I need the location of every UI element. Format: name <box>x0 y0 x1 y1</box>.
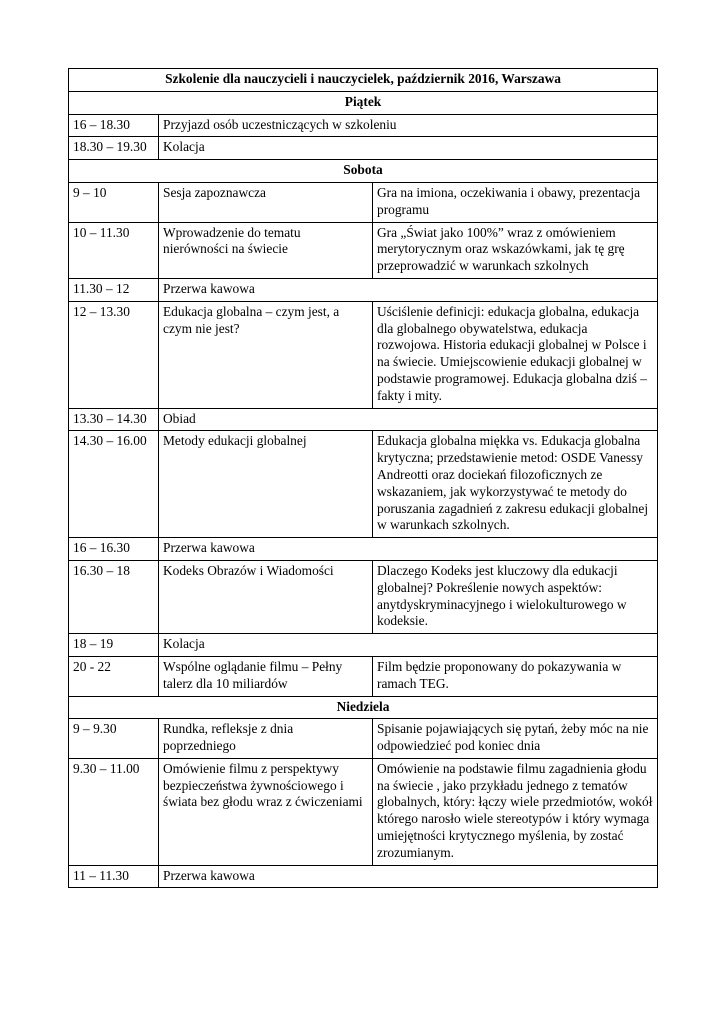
time-cell: 9 – 10 <box>69 182 159 222</box>
topic-cell: Przyjazd osób uczestniczących w szkoleniu <box>159 114 658 137</box>
document-page <box>68 68 657 888</box>
time-cell: 16 – 16.30 <box>69 538 159 561</box>
topic-cell: Sesja zapoznawcza <box>159 182 373 222</box>
topic-cell: Przerwa kawowa <box>159 278 658 301</box>
description-cell: Dlaczego Kodeks jest kluczowy dla edukacji globalnej? Pokreślenie nowych aspektów: anytdyskryminacyjnego i wielokulturowego w kodeksie. <box>373 560 658 633</box>
day-heading: Piątek <box>69 91 658 114</box>
description-cell: Gra „Świat jako 100%” wraz z omówieniem merytorycznym oraz wskazówkami, jak tę grę przeprowadzić w warunkach szkolnych <box>373 222 658 278</box>
topic-cell: Kodeks Obrazów i Wiadomości <box>159 560 373 633</box>
time-cell: 10 – 11.30 <box>69 222 159 278</box>
time-cell: 9.30 – 11.00 <box>69 758 159 865</box>
topic-cell: Edukacja globalna – czym jest, a czym nie jest? <box>159 301 373 408</box>
schedule-row <box>69 114 658 137</box>
schedule-row <box>69 301 658 408</box>
schedule-row <box>69 137 658 160</box>
document-title: Szkolenie dla nauczycieli i nauczycielek, październik 2016, Warszawa <box>69 69 658 92</box>
day-heading: Niedziela <box>69 696 658 719</box>
topic-cell: Kolacja <box>159 634 658 657</box>
time-cell: 9 – 9.30 <box>69 719 159 759</box>
time-cell: 14.30 – 16.00 <box>69 431 159 538</box>
schedule-row <box>69 182 658 222</box>
schedule-row <box>69 222 658 278</box>
time-cell: 11.30 – 12 <box>69 278 159 301</box>
schedule-table <box>68 68 658 888</box>
schedule-row <box>69 719 658 759</box>
topic-cell: Obiad <box>159 408 658 431</box>
topic-cell: Wspólne oglądanie filmu – Pełny talerz dla 10 miliardów <box>159 656 373 696</box>
day-heading: Sobota <box>69 160 658 183</box>
schedule-row <box>69 634 658 657</box>
schedule-row <box>69 758 658 865</box>
topic-cell: Omówienie filmu z perspektywy bezpieczeństwa żywnościowego i świata bez głodu wraz z ćwiczeniami <box>159 758 373 865</box>
day-header-row <box>69 696 658 719</box>
day-header-row <box>69 91 658 114</box>
schedule-row <box>69 431 658 538</box>
title-row <box>69 69 658 92</box>
time-cell: 13.30 – 14.30 <box>69 408 159 431</box>
schedule-row <box>69 538 658 561</box>
time-cell: 16.30 – 18 <box>69 560 159 633</box>
day-header-row <box>69 160 658 183</box>
description-cell: Edukacja globalna miękka vs. Edukacja globalna krytyczna; przedstawienie metod: OSDE Vanessy Andreotti oraz dociekań filozoficznych ze wskazaniem, jak wykorzystywać te metody do poruszania zagadnień z zakresu edukacji globalnej w warunkach szkolnych. <box>373 431 658 538</box>
time-cell: 11 – 11.30 <box>69 865 159 888</box>
time-cell: 20 - 22 <box>69 656 159 696</box>
time-cell: 18.30 – 19.30 <box>69 137 159 160</box>
schedule-row <box>69 278 658 301</box>
description-cell: Film będzie proponowany do pokazywania w ramach TEG. <box>373 656 658 696</box>
schedule-row <box>69 865 658 888</box>
description-cell: Omówienie na podstawie filmu zagadnienia głodu na świecie , jako przykładu jednego z tematów globalnych, który: łączy wiele przedmiotów, wokół którego narosło wiele stereotypów i który wymaga umiejętności krytycznego myślenia, by zostać zrozumianym. <box>373 758 658 865</box>
topic-cell: Kolacja <box>159 137 658 160</box>
topic-cell: Metody edukacji globalnej <box>159 431 373 538</box>
time-cell: 18 – 19 <box>69 634 159 657</box>
description-cell: Spisanie pojawiających się pytań, żeby móc na nie odpowiedzieć pod koniec dnia <box>373 719 658 759</box>
topic-cell: Rundka, refleksje z dnia poprzedniego <box>159 719 373 759</box>
description-cell: Gra na imiona, oczekiwania i obawy, prezentacja programu <box>373 182 658 222</box>
topic-cell: Przerwa kawowa <box>159 865 658 888</box>
schedule-row <box>69 408 658 431</box>
description-cell: Uściślenie definicji: edukacja globalna, edukacja dla globalnego obywatelstwa, edukacja rozwojowa. Historia edukacji globalnej w Polsce i na świecie. Umiejscowienie edukacji globalnej w podstawie programowej. Edukacja globalna dziś – fakty i mity. <box>373 301 658 408</box>
topic-cell: Przerwa kawowa <box>159 538 658 561</box>
topic-cell: Wprowadzenie do tematu nierówności na świecie <box>159 222 373 278</box>
time-cell: 16 – 18.30 <box>69 114 159 137</box>
schedule-row <box>69 656 658 696</box>
time-cell: 12 – 13.30 <box>69 301 159 408</box>
schedule-row <box>69 560 658 633</box>
